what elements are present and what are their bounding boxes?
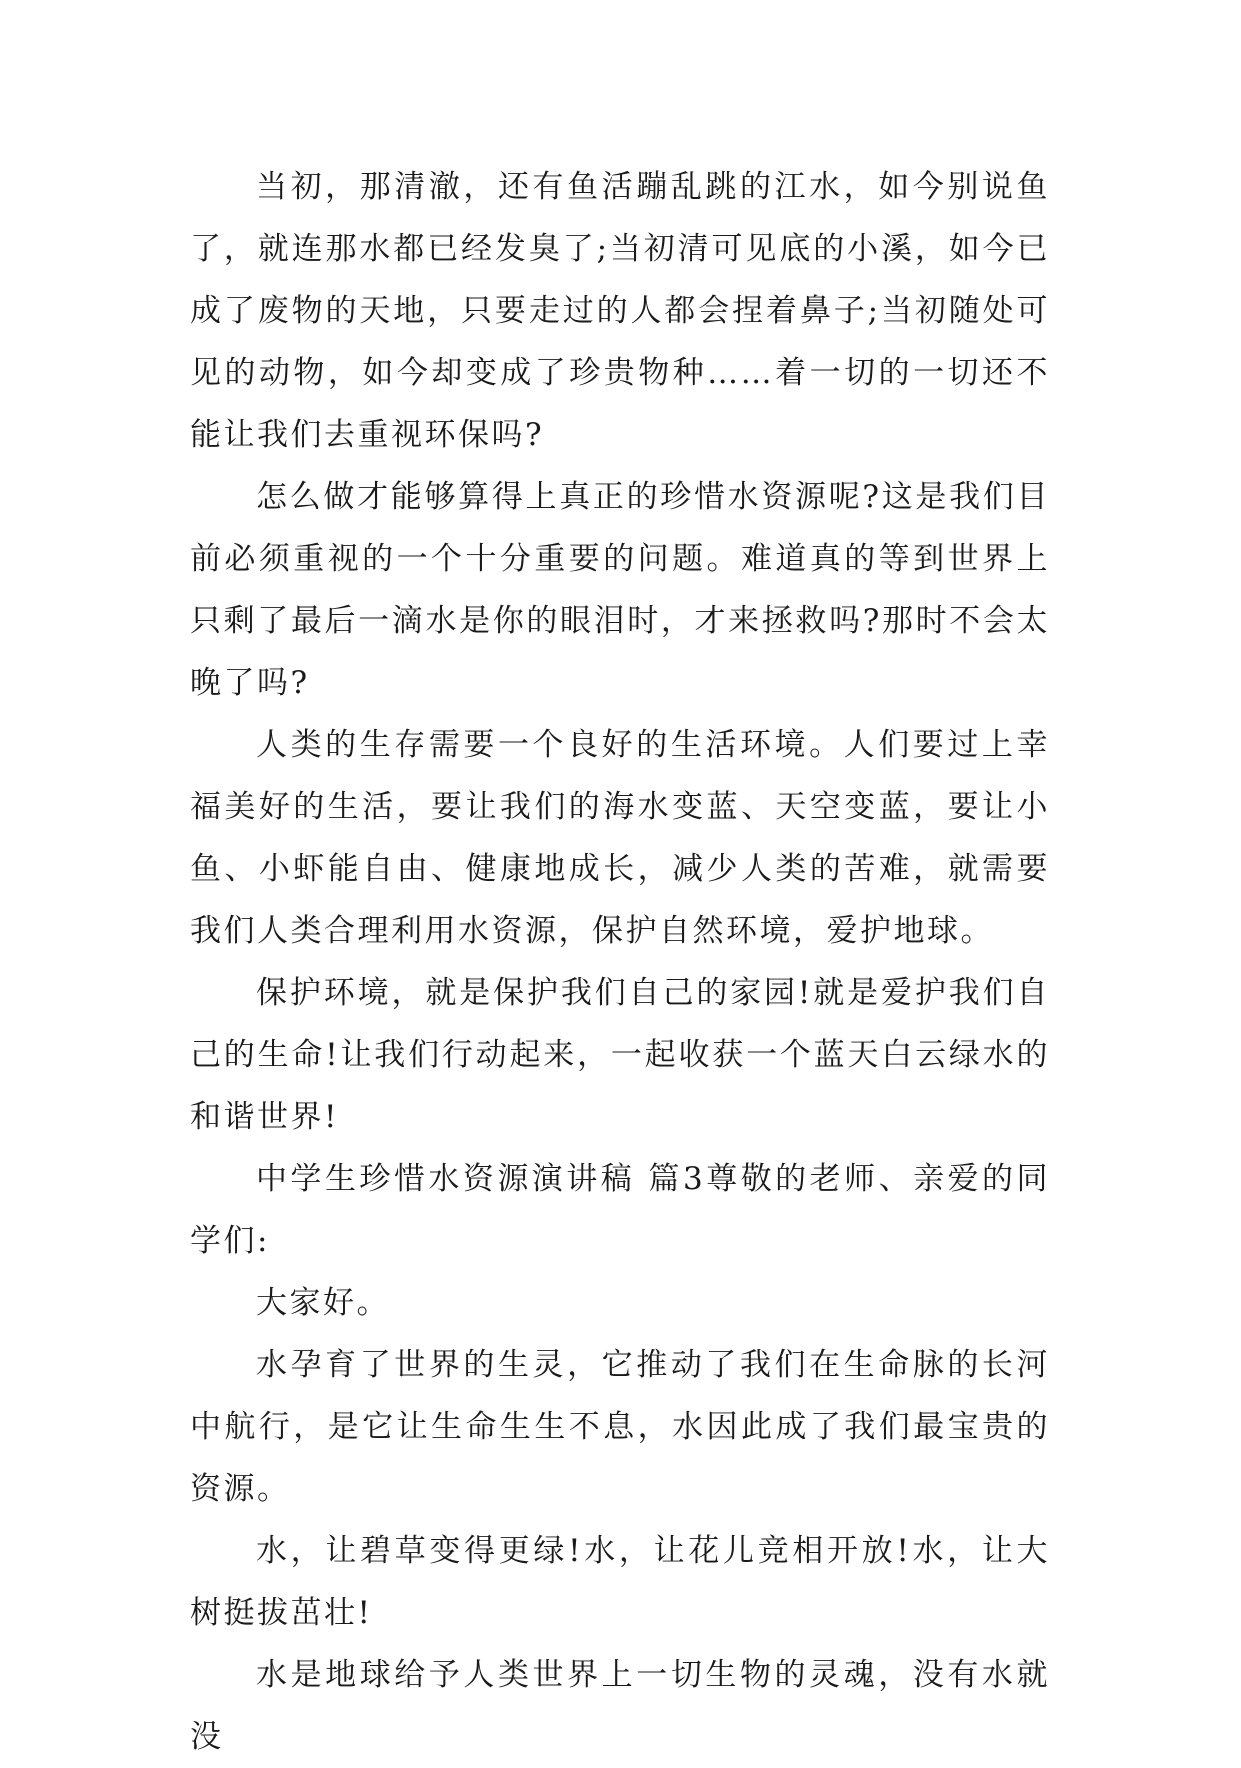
greeting-paragraph: 大家好。 <box>256 1285 390 1321</box>
paragraph-4: 保护环境，就是保护我们自己的家园!就是爱护我们自己的生命!让我们行动起来，一起收获一个蓝天白云绿水的和谐世界! <box>190 975 1050 1135</box>
paragraph-3: 人类的生存需要一个良好的生活环境。人们要过上幸福美好的生活，要让我们的海水变蓝、天空变蓝，要让小鱼、小虾能自由、健康地成长，减少人类的苦难，就需要我们人类合理利用水资源，保护自然环境，爱护地球。 <box>190 727 1050 949</box>
paragraph-1: 当初，那清澈，还有鱼活蹦乱跳的江水，如今别说鱼了，就连那水都已经发臭了;当初清可见底的小溪，如今已成了废物的天地，只要走过的人都会捏着鼻子;当初随处可见的动物，如今却变成了珍贵物种……着一切的一切还不能让我们去重视环保吗? <box>190 169 1050 453</box>
paragraph-9: 水是地球给予人类世界上一切生物的灵魂，没有水就没 <box>190 1657 1050 1755</box>
paragraph-7: 水孕育了世界的生灵，它推动了我们在生命脉的长河中航行，是它让生命生生不息，水因此成了我们最宝贵的资源。 <box>190 1347 1050 1507</box>
document-body <box>190 156 1050 1768</box>
paragraph-2: 怎么做才能够算得上真正的珍惜水资源呢?这是我们目前必须重视的一个十分重要的问题。难道真的等到世界上只剩了最后一滴水是你的眼泪时，才来拯救吗?那时不会太晚了吗? <box>190 479 1050 701</box>
paragraph-8: 水，让碧草变得更绿!水，让花儿竞相开放!水，让大树挺拔茁壮! <box>190 1533 1050 1631</box>
section-heading-paragraph: 中学生珍惜水资源演讲稿 篇3尊敬的老师、亲爱的同学们: <box>190 1161 1050 1259</box>
